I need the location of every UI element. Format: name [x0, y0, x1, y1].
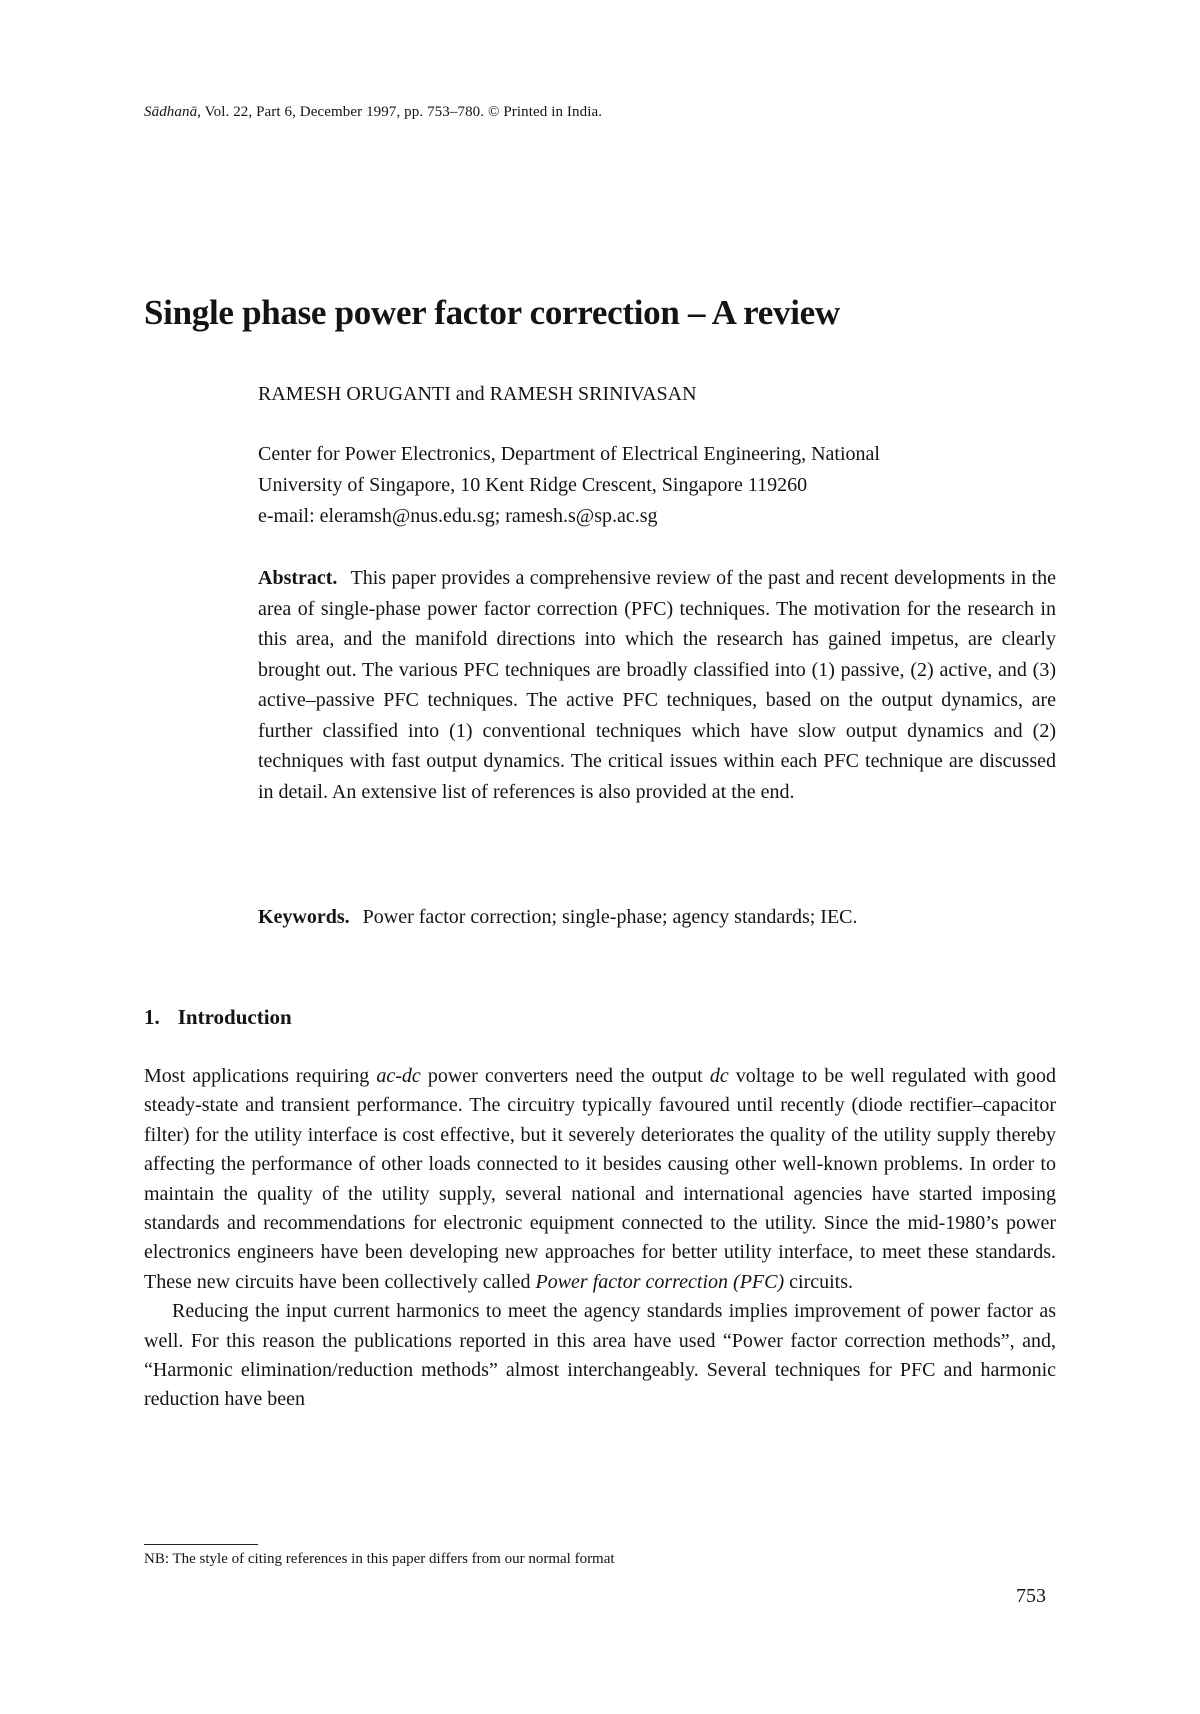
body-text — [144, 1062, 1056, 1415]
keywords — [258, 906, 1058, 929]
text-run: power converters need the output — [420, 1065, 710, 1087]
email-line: e-mail: eleramsh@nus.edu.sg; ramesh.s@sp.ac.sg — [258, 505, 658, 527]
section-number: 1. — [144, 1005, 160, 1029]
issue-details: , Vol. 22, Part 6, December 1997, pp. 753–780. © Printed in India. — [197, 104, 603, 120]
abstract — [258, 563, 1056, 807]
section-heading — [144, 1005, 292, 1030]
running-head — [144, 104, 602, 121]
affiliation-line-1: Center for Power Electronics, Department of Electrical Engineering, National — [258, 443, 880, 465]
keywords-text: Power factor correction; single-phase; agency standards; IEC. — [362, 906, 858, 928]
affiliation — [258, 439, 1058, 532]
keywords-label: Keywords. — [258, 906, 350, 928]
footnote-divider — [144, 1544, 258, 1545]
journal-name: Sādhanā — [144, 104, 198, 120]
emphasis-dc: dc — [709, 1065, 729, 1087]
page-number: 753 — [1016, 1585, 1046, 1607]
text-run: circuits. — [784, 1270, 854, 1293]
emphasis-pfc: Power factor correction (PFC) — [535, 1270, 785, 1293]
text-run: voltage to be well regulated with good steady-state and transient performance. The circuitry typically favoured until recently (diode rectifier–capacitor filter) for the utility interface is cost effective, but it severely deteriorates the quality of the utility supply thereby affecting the performance of other loads connected to it besides causing other well-known problems. In order to maintain the quality of the utility supply, several national and international agencies have started imposing standards and recommendations for electronic equipment connected to the utility. Since the mid-1980’s power electronics engineers have been developing new approaches for better utility interface, to meet these standards. These new circuits have been collectively called — [144, 1065, 1056, 1293]
authors: RAMESH ORUGANTI and RAMESH SRINIVASAN — [258, 383, 697, 405]
abstract-text: This paper provides a comprehensive review of the past and recent developments in the area of single-phase power factor correction (PFC) techniques. The motivation for the research in this area, and the manifold directions into which the research has gained impetus, are clearly brought out. The various PFC techniques are broadly classified into (1) passive, (2) active, and (3) active–passive PFC techniques. The active PFC techniques, based on the output dynamics, are further classified into (1) conventional techniques which have slow output dynamics and (2) techniques with fast output dynamics. The critical issues within each PFC technique are discussed in detail. An extensive list of references is also provided at the end. — [258, 567, 1057, 803]
text-run: Most applications requiring — [144, 1065, 377, 1087]
footnote: NB: The style of citing references in this paper differs from our normal format — [144, 1551, 615, 1567]
affiliation-line-2: University of Singapore, 10 Kent Ridge Crescent, Singapore 119260 — [258, 474, 808, 496]
paragraph: Reducing the input current harmonics to meet the agency standards implies improvement of power factor as well. For this reason the publications reported in this area have used “Power factor correction methods”, and, “Harmonic elimination/reduction methods” almost interchangeably. Several techniques for PFC and harmonic reduction have been — [144, 1300, 1056, 1411]
abstract-label: Abstract. — [258, 567, 338, 589]
emphasis-ac-dc: ac-dc — [376, 1065, 421, 1087]
section-title: Introduction — [177, 1005, 292, 1029]
paper-title: Single phase power factor correction – A review — [144, 293, 840, 332]
paragraph — [144, 1062, 1056, 1297]
